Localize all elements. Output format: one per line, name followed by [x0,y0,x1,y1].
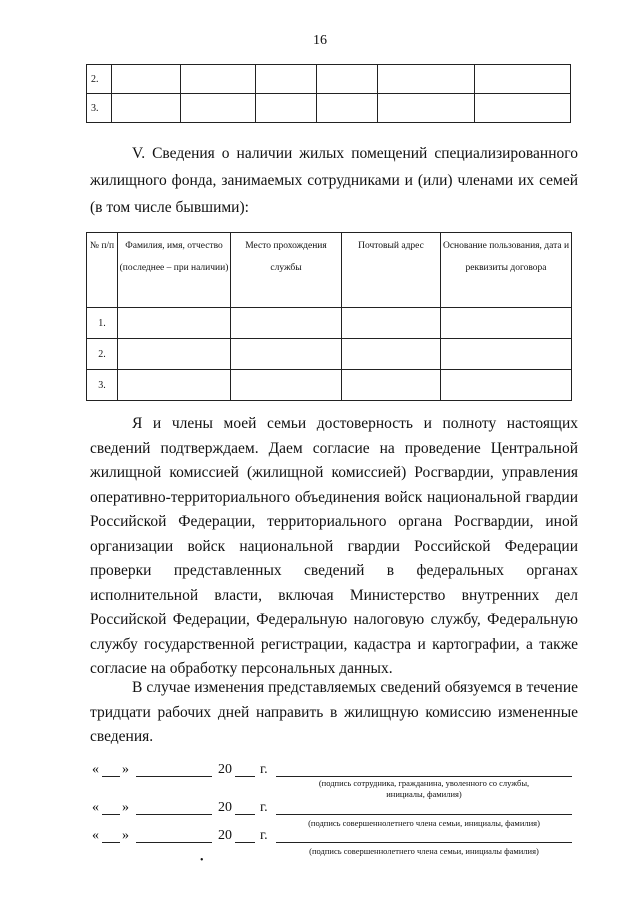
table-row [87,65,571,94]
table-cell [118,308,231,339]
table-cell [317,65,378,94]
table-cell [231,339,342,370]
signature-row-family-1 [92,800,572,820]
table-cell [317,94,378,123]
table-cell [112,65,181,94]
caption-line: (подпись сотрудника, гражданина, уволенного со службы, [318,778,530,788]
caption-line: инициалы, фамилия) [386,789,462,799]
close-quote: » [122,762,129,777]
signature-field[interactable] [276,828,572,843]
row-number: 3. [87,94,112,123]
housing-table [86,232,572,401]
year-field[interactable] [235,800,255,815]
table-cell [342,370,441,401]
table-cell [181,94,256,123]
table-row [87,94,571,123]
section-title [90,140,578,221]
year-suffix: г. [260,762,268,777]
scan-mark: • [200,855,204,866]
day-field[interactable] [102,828,120,843]
table-cell [441,370,572,401]
section-title-line: жилищного фонда, занимаемых сотрудниками и (или) членами их семей [90,172,578,189]
header-basis: Основание пользования, дата и реквизиты договора [441,233,572,308]
table-cell [441,308,572,339]
table-cell [112,94,181,123]
table-cell [256,94,317,123]
year-prefix: 20 [218,800,232,815]
row-number: 3. [87,370,118,401]
month-field[interactable] [136,762,212,777]
row-number: 2. [87,65,112,94]
table-header-row [87,233,572,308]
year-suffix: г. [260,828,268,843]
signature-field[interactable] [276,800,572,815]
year-field[interactable] [235,762,255,777]
table-cell [256,65,317,94]
row-number: 2. [87,339,118,370]
year-prefix: 20 [218,828,232,843]
open-quote: « [92,762,99,777]
open-quote: « [92,828,99,843]
year-suffix: г. [260,800,268,815]
page-number: 16 [313,33,327,48]
table-cell [118,339,231,370]
table-cell [342,308,441,339]
table-cell [231,370,342,401]
signature-caption: (подпись совершеннолетнего члена семьи, инициалы фамилия) [309,846,539,856]
change-text: В случае изменения представляемых сведений обязуемся в течение тридцати рабочих дней направить в жилищную комиссию измененные сведения. [90,679,578,745]
consent-text: Я и члены моей семьи достоверность и полноту настоящих сведений подтверждаем. Даем согласие на проведение Центральной жилищной комиссией (жилищной комиссией) Росгвардии, управления оперативно-территориального объединения войск национальной гвардии Российской Федерации, территориального органа Росгвардии, иной организации войск национальной гвардии Российской Федерации проверки представленных сведений в федеральных органах исполнительной власти, включая Министерство внутренних дел Российской Федерации, Федеральную налоговую службу, Федеральную службу государственной регистрации, кадастра и картографии, а также согласие на обработку персональных данных. [90,415,578,677]
table-row [87,308,572,339]
year-prefix: 20 [218,762,232,777]
table-cell [378,94,475,123]
header-service: Место прохождения службы [231,233,342,308]
signature-caption [276,778,572,800]
table-cell [475,94,571,123]
day-field[interactable] [102,800,120,815]
day-field[interactable] [102,762,120,777]
consent-paragraph [90,412,578,682]
continuation-table [86,64,571,123]
signature-field[interactable] [276,762,572,777]
header-address: Почтовый адрес [342,233,441,308]
table-cell [378,65,475,94]
signature-caption: (подпись совершеннолетнего члена семьи, инициалы, фамилия) [308,818,540,828]
table-cell [118,370,231,401]
table-cell [441,339,572,370]
month-field[interactable] [136,800,212,815]
open-quote: « [92,800,99,815]
close-quote: » [122,828,129,843]
table-cell [181,65,256,94]
section-title-line: (в том числе бывшими): [90,199,249,216]
table-cell [231,308,342,339]
table-row [87,339,572,370]
signature-row-family-2 [92,828,572,848]
change-paragraph [90,676,578,750]
table-cell [342,339,441,370]
header-name: Фамилия, имя, отчество (последнее – при наличии) [118,233,231,308]
table-row [87,370,572,401]
section-title-line: V. Сведения о наличии жилых помещений специализированного [132,145,578,162]
header-num: № п/п [87,233,118,308]
row-number: 1. [87,308,118,339]
close-quote: » [122,800,129,815]
year-field[interactable] [235,828,255,843]
table-cell [475,65,571,94]
month-field[interactable] [136,828,212,843]
